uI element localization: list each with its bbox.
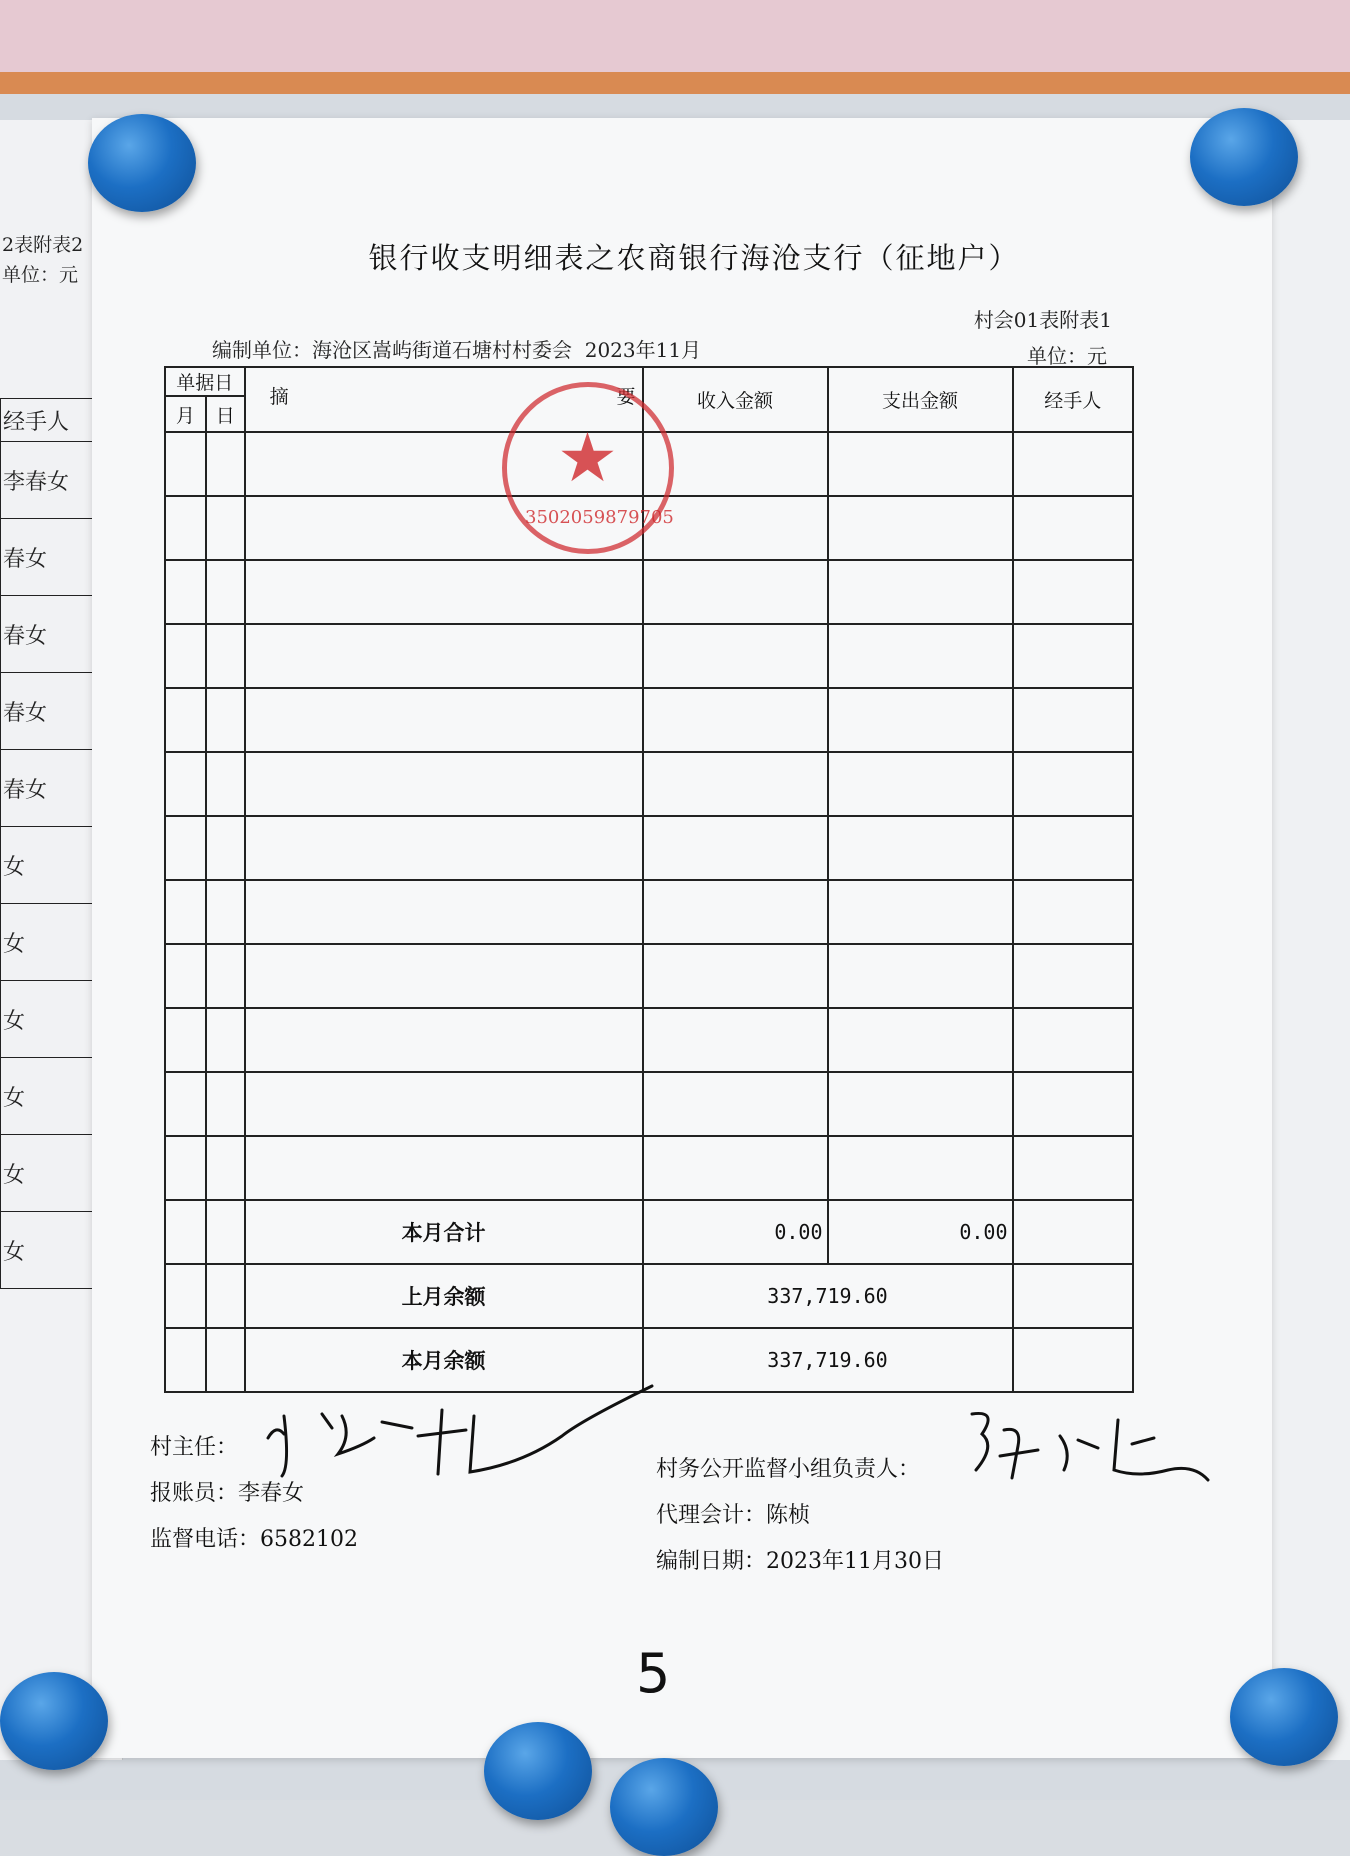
left-sheet-handler-cell: 女 [1, 1212, 118, 1289]
curr-balance-label: 本月余额 [245, 1328, 643, 1392]
form-number: 村会01表附表1 [973, 308, 1112, 332]
expense-header: 支出金额 [828, 367, 1013, 432]
seal-code: 3502059879705 [525, 507, 674, 528]
curr-balance-amount: 337,719.60 [643, 1328, 1013, 1392]
ledger-empty-row [165, 560, 1133, 624]
board-top [0, 0, 1350, 72]
ledger-empty-row [165, 816, 1133, 880]
left-sheet-handler-cell: 女 [1, 827, 118, 904]
summary-header-char2: 要 [616, 386, 636, 408]
seal-star-icon: ★ [557, 419, 618, 498]
org-name: 海沧区嵩屿街道石塘村村委会 [312, 338, 572, 362]
month-header: 月 [165, 396, 206, 432]
supervisor-signature [968, 1400, 1288, 1490]
magnet-bottom-left [0, 1672, 108, 1770]
left-sheet-handler-cell: 李春女 [1, 442, 118, 519]
page-number: 5 [636, 1642, 671, 1705]
left-sheet-form-number: 2表附表2 [2, 234, 84, 256]
board-trim [0, 72, 1350, 94]
ledger-empty-row [165, 1008, 1133, 1072]
handler-header: 经手人 [1013, 367, 1134, 432]
right-neighbour-sheet [1262, 120, 1350, 1760]
ledger-empty-row [165, 880, 1133, 944]
left-sheet-handler-cell: 女 [1, 904, 118, 981]
ledger-sheet [92, 118, 1272, 1758]
magnet-bottom-center-2 [610, 1758, 718, 1856]
income-header: 收入金额 [643, 367, 828, 432]
ledger-empty-row [165, 752, 1133, 816]
ledger-empty-row [165, 1136, 1133, 1200]
left-sheet-handler-cell: 春女 [1, 673, 118, 750]
bookkeeper: 报账员：李春女 [150, 1481, 305, 1506]
village-head-signature [262, 1376, 662, 1496]
left-sheet-handler-cell: 春女 [1, 519, 118, 596]
ledger-empty-row [165, 624, 1133, 688]
magnet-bottom-center [484, 1722, 592, 1820]
prev-balance-label: 上月余额 [245, 1264, 643, 1328]
magnet-top-left [88, 114, 196, 212]
summary-header-char1: 摘 [269, 386, 289, 408]
left-sheet-unit: 单位：元 [2, 264, 79, 286]
left-sheet-handler-cell: 春女 [1, 596, 118, 673]
left-sheet-handler-cell: 春女 [1, 750, 118, 827]
org-line [212, 334, 701, 363]
left-sheet-handler-header: 经手人 [1, 399, 118, 442]
prev-balance-amount: 337,719.60 [643, 1264, 1013, 1328]
org-label: 编制单位： [212, 338, 312, 362]
unit-label: 单位：元 [1027, 344, 1107, 368]
month-total-income: 0.00 [643, 1200, 828, 1264]
ledger-empty-row [165, 944, 1133, 1008]
left-sheet-handler-cell: 女 [1, 1058, 118, 1135]
village-head-label: 村主任： [150, 1435, 239, 1460]
accountant: 代理会计：陈桢 [656, 1503, 811, 1528]
ledger-empty-row [165, 688, 1133, 752]
magnet-bottom-right [1230, 1668, 1338, 1766]
month-total-row [165, 1200, 1133, 1264]
month-total-expense: 0.00 [828, 1200, 1013, 1264]
report-period: 2023年11月 [584, 338, 702, 362]
ledger-empty-row [165, 1072, 1133, 1136]
magnet-top-right [1190, 108, 1298, 206]
supervision-phone: 监督电话：6582102 [150, 1527, 358, 1552]
left-sheet-handler-cell: 女 [1, 981, 118, 1058]
official-seal [502, 382, 674, 554]
prev-balance-row [165, 1264, 1133, 1328]
left-sheet-handler-cell: 女 [1, 1135, 118, 1212]
month-total-label: 本月合计 [245, 1200, 643, 1264]
document-title: 银行收支明细表之农商银行海沧支行（征地户） [368, 241, 1020, 275]
day-header: 日 [206, 396, 245, 432]
compile-date: 编制日期：2023年11月30日 [656, 1549, 944, 1574]
voucher-date-header: 单据日 [165, 367, 245, 396]
supervisor-label: 村务公开监督小组负责人： [656, 1457, 921, 1482]
